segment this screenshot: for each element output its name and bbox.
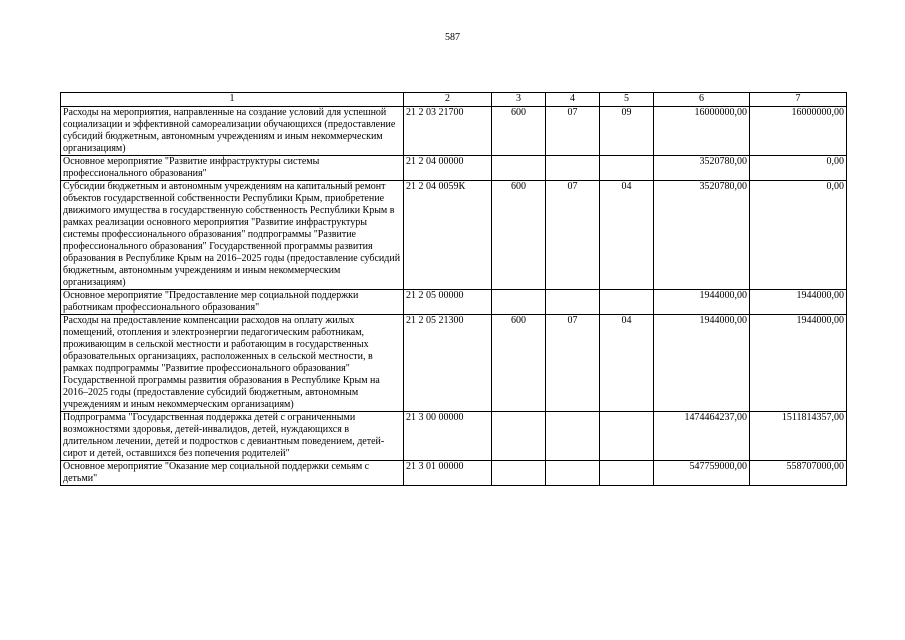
row-sum-2: 0,00 <box>750 181 847 290</box>
row-pr <box>600 461 654 486</box>
row-vr: 600 <box>492 181 546 290</box>
row-sum-1: 1474464237,00 <box>654 412 750 461</box>
table-row <box>61 156 847 181</box>
row-name: Основное мероприятие "Предоставление мер социальной поддержки работникам профессионального образования" <box>61 290 404 315</box>
row-name: Подпрограмма "Государственная поддержка детей с ограниченными возможностями здоровья, детей-инвалидов, детей, нуждающихся в длительном лечении, детей и подростков с девиантным поведением, детей-сирот и детей, оставшихся без попечения родителей" <box>61 412 404 461</box>
row-rz <box>546 412 600 461</box>
row-code: 21 2 03 21700 <box>404 107 492 156</box>
row-sum-1: 16000000,00 <box>654 107 750 156</box>
row-name: Основное мероприятие "Развитие инфраструктуры системы профессионального образования" <box>61 156 404 181</box>
row-code: 21 2 04 0059К <box>404 181 492 290</box>
row-code: 21 3 01 00000 <box>404 461 492 486</box>
row-sum-2: 558707000,00 <box>750 461 847 486</box>
budget-table <box>60 92 847 486</box>
row-vr <box>492 412 546 461</box>
table-row <box>61 315 847 412</box>
header-cell: 4 <box>546 93 600 107</box>
row-pr <box>600 290 654 315</box>
row-code: 21 2 05 21300 <box>404 315 492 412</box>
row-sum-2: 1944000,00 <box>750 315 847 412</box>
row-sum-1: 1944000,00 <box>654 290 750 315</box>
row-sum-1: 3520780,00 <box>654 156 750 181</box>
row-vr: 600 <box>492 315 546 412</box>
page-number: 587 <box>445 32 460 43</box>
header-row <box>61 93 847 107</box>
row-rz: 07 <box>546 181 600 290</box>
row-pr: 09 <box>600 107 654 156</box>
row-rz: 07 <box>546 107 600 156</box>
header-cell: 7 <box>750 93 847 107</box>
row-pr: 04 <box>600 315 654 412</box>
row-sum-1: 3520780,00 <box>654 181 750 290</box>
row-sum-2: 0,00 <box>750 156 847 181</box>
row-sum-1: 547759000,00 <box>654 461 750 486</box>
table-row <box>61 461 847 486</box>
row-name: Субсидии бюджетным и автономным учреждениям на капитальный ремонт объектов государственной собственности Республики Крым, приобретение движимого имущества в государственную собственность Республики Крым в рамках реализации основного мероприятия "Развитие инфраструктуры системы профессионального образования" подпрограммы "Развитие профессионального образования" Государственной программы развития образования в Республике Крым на 2016–2025 годы (предоставление субсидий бюджетным, автономным учреждениям и иным некоммерческим организациям) <box>61 181 404 290</box>
row-rz <box>546 290 600 315</box>
row-vr: 600 <box>492 107 546 156</box>
row-name: Расходы на мероприятия, направленные на создание условий для успешной социализации и эффективной самореализации обучающихся (предоставление субсидий бюджетным, автономным учреждениям и иным некоммерческим организациям) <box>61 107 404 156</box>
row-code: 21 2 04 00000 <box>404 156 492 181</box>
row-code: 21 3 00 00000 <box>404 412 492 461</box>
header-cell: 2 <box>404 93 492 107</box>
header-cell: 3 <box>492 93 546 107</box>
row-vr <box>492 156 546 181</box>
row-sum-2: 1944000,00 <box>750 290 847 315</box>
header-cell: 6 <box>654 93 750 107</box>
table-row <box>61 412 847 461</box>
row-sum-1: 1944000,00 <box>654 315 750 412</box>
table-row <box>61 181 847 290</box>
table-row <box>61 290 847 315</box>
row-vr <box>492 290 546 315</box>
header-cell: 5 <box>600 93 654 107</box>
row-pr <box>600 156 654 181</box>
header-cell: 1 <box>61 93 404 107</box>
row-name: Основное мероприятие "Оказание мер социальной поддержки семьям с детьми" <box>61 461 404 486</box>
row-vr <box>492 461 546 486</box>
row-name: Расходы на предоставление компенсации расходов на оплату жилых помещений, отопления и электроэнергии педагогическим работникам, проживающим в сельской местности и работающим в государственных образовательных организациях, расположенных в сельской местности, в рамках подпрограммы "Развитие профессионального образования" Государственной программы развития образования в Республике Крым на 2016–2025 годы (предоставление субсидий бюджетным, автономным учреждениям и иным некоммерческим организациям) <box>61 315 404 412</box>
row-sum-2: 1511814357,00 <box>750 412 847 461</box>
row-pr: 04 <box>600 181 654 290</box>
row-rz: 07 <box>546 315 600 412</box>
row-pr <box>600 412 654 461</box>
row-sum-2: 16000000,00 <box>750 107 847 156</box>
table-row <box>61 107 847 156</box>
row-code: 21 2 05 00000 <box>404 290 492 315</box>
row-rz <box>546 461 600 486</box>
row-rz <box>546 156 600 181</box>
